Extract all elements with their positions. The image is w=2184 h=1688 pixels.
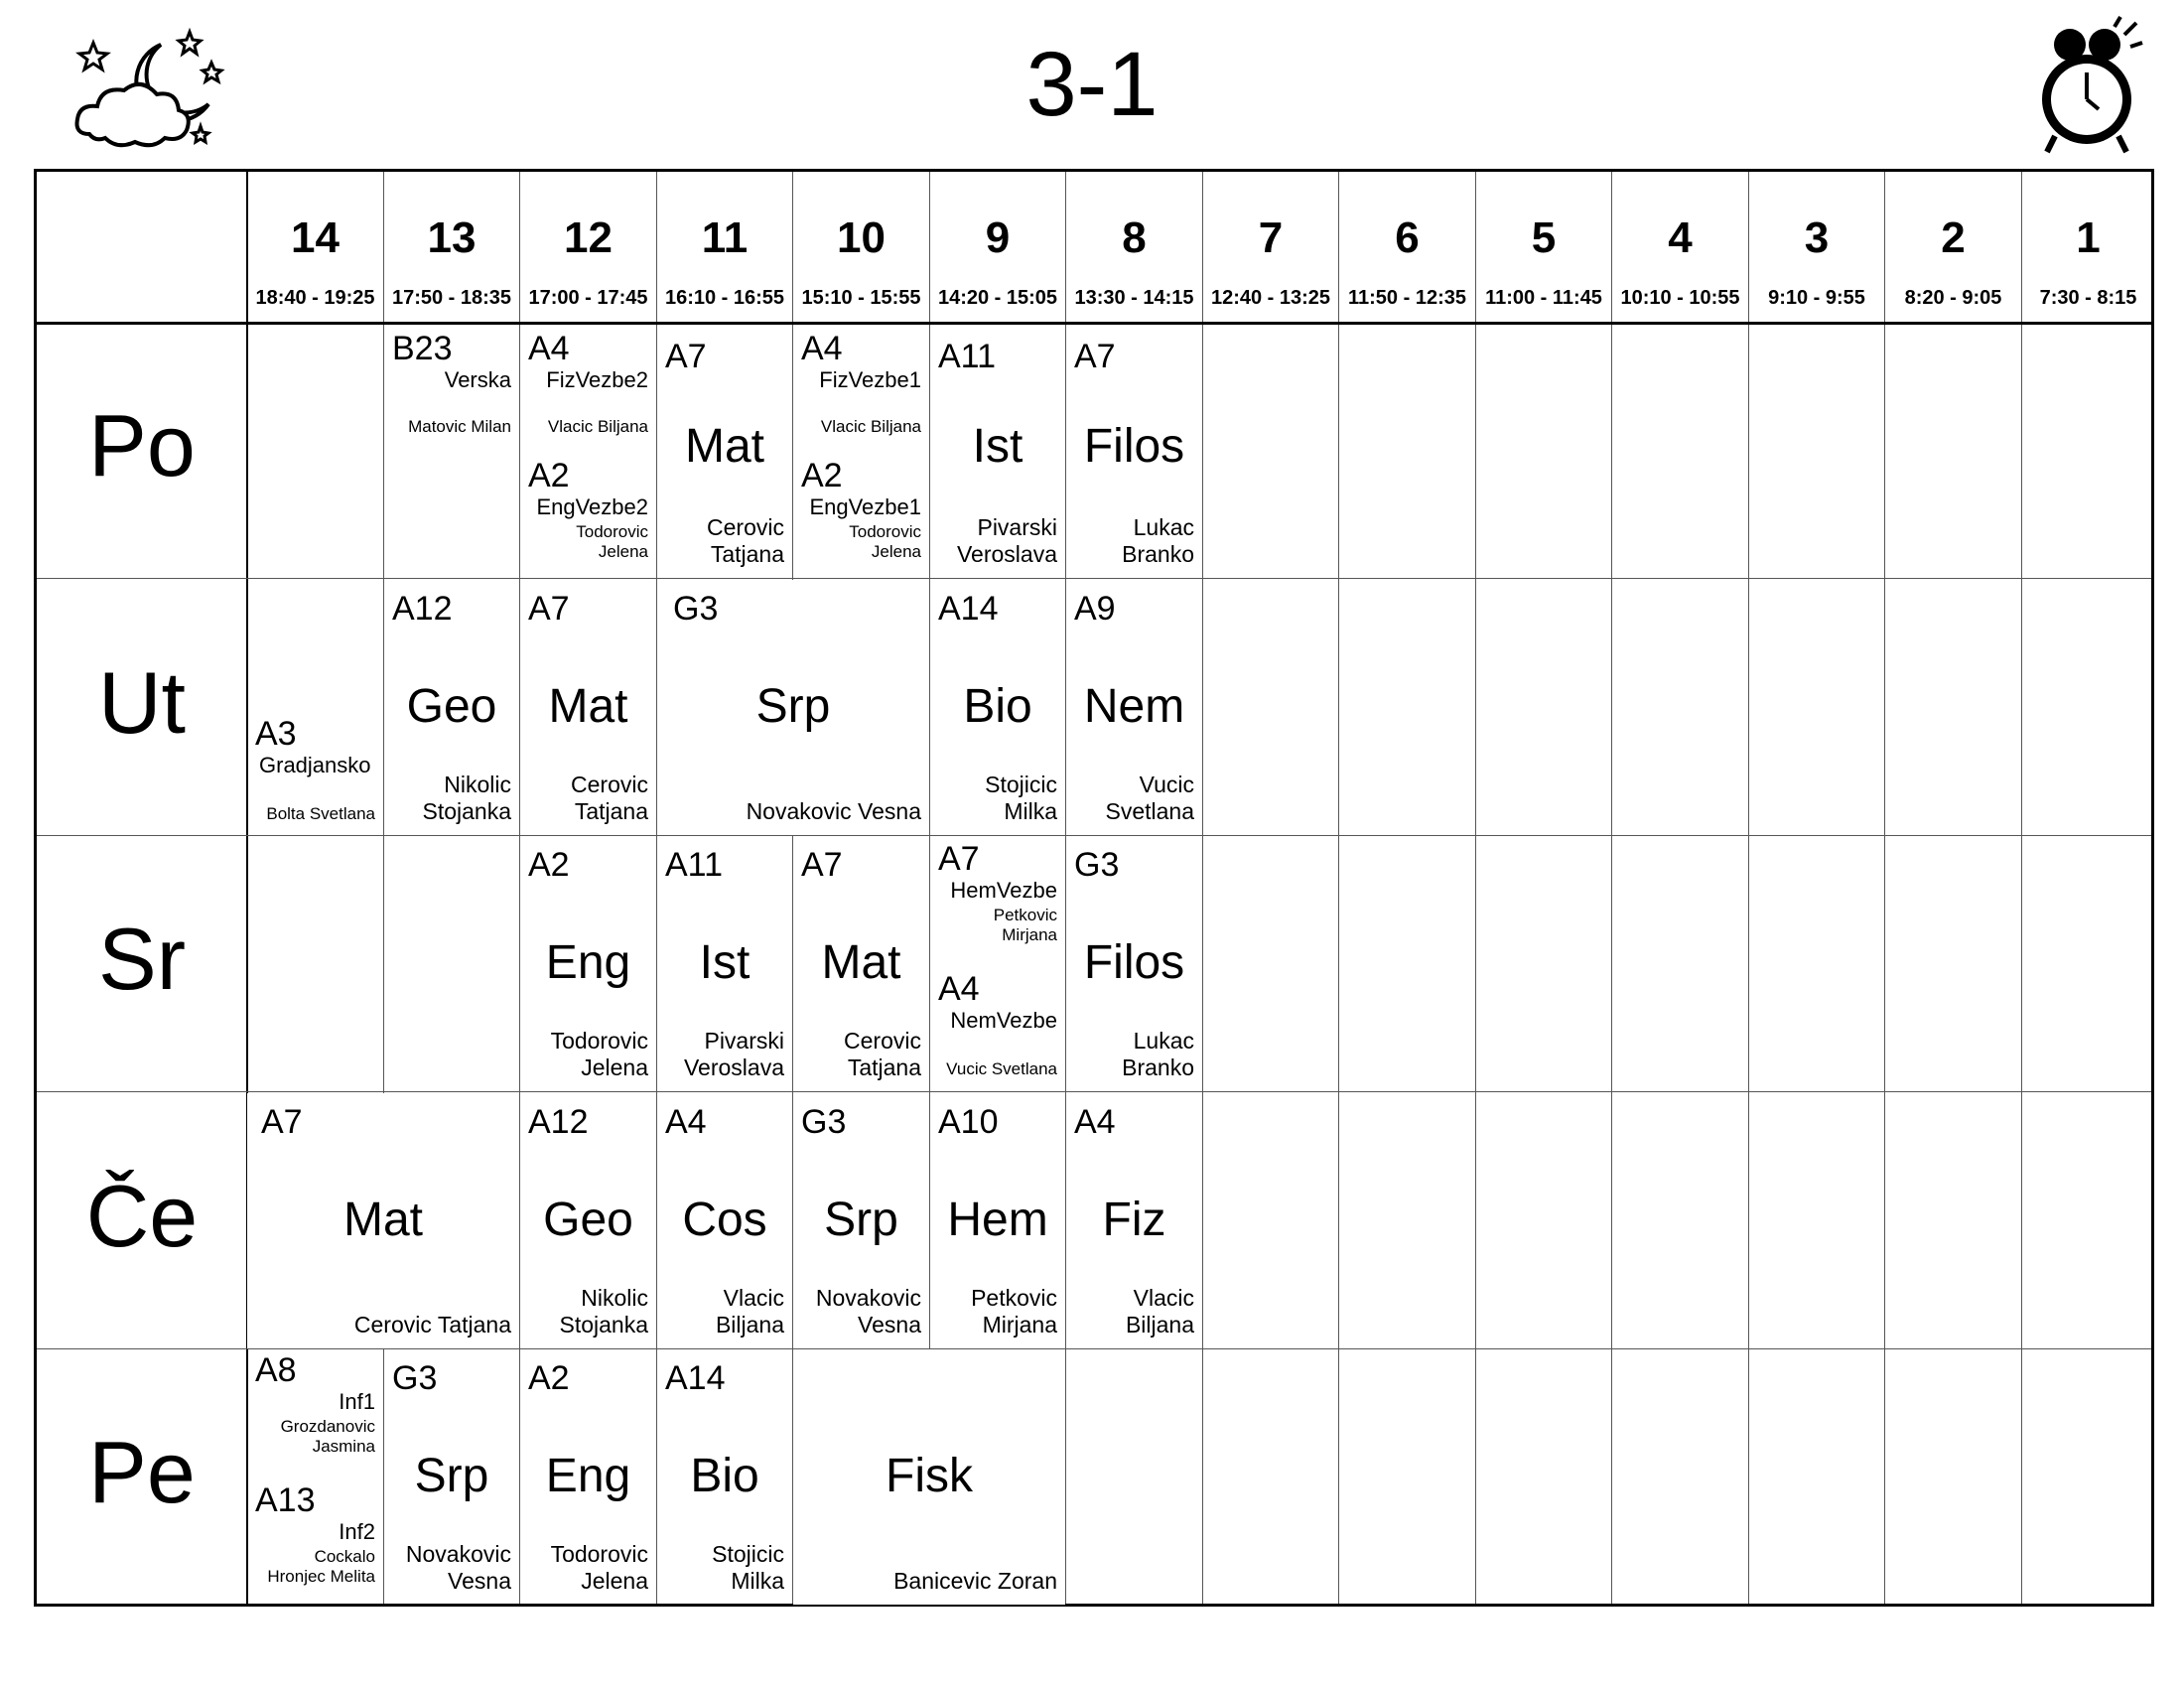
room-label: A2 — [528, 457, 570, 494]
teacher-label: Todorovic Jelena — [550, 1541, 648, 1594]
room-label: A4 — [528, 330, 570, 367]
period-time: 16:10 - 16:55 — [664, 287, 785, 309]
period-time: 18:40 - 19:25 — [255, 287, 375, 309]
lesson-cell[interactable] — [930, 324, 1065, 578]
period-time: 17:50 - 18:35 — [391, 287, 512, 309]
lesson-cell[interactable] — [1066, 580, 1202, 835]
lesson-cell[interactable] — [930, 836, 1065, 963]
teacher-label: Vlacic Biljana — [715, 1285, 784, 1337]
lesson-cell[interactable] — [247, 709, 383, 835]
room-label: G3 — [1074, 846, 1120, 884]
room-label: A12 — [528, 1103, 589, 1141]
teacher-label: Pivarski Veroslava — [683, 1028, 784, 1080]
teacher-label: Cerovic Tatjana — [571, 772, 648, 824]
period-header-12 — [520, 172, 656, 323]
subject-label: Mat — [342, 1194, 423, 1246]
teacher-label: Nikolic Stojanka — [422, 772, 511, 824]
lesson-cell[interactable] — [1066, 324, 1202, 578]
day-label-po: Po — [88, 396, 196, 494]
lesson-cell[interactable] — [793, 453, 929, 578]
room-label: A7 — [665, 338, 707, 375]
period-time: 11:00 - 11:45 — [1485, 287, 1602, 309]
period-number: 13 — [427, 213, 477, 262]
lesson-cell[interactable] — [1066, 1093, 1202, 1348]
room-label: A12 — [392, 590, 453, 628]
room-label: A13 — [255, 1481, 316, 1519]
room-label: A9 — [1074, 590, 1116, 628]
room-label: A4 — [801, 330, 843, 367]
lesson-cell[interactable] — [247, 1477, 383, 1605]
period-number: 11 — [701, 213, 749, 262]
period-time: 8:20 - 9:05 — [1904, 287, 2002, 309]
period-header-1 — [2022, 172, 2154, 323]
subject-label: NemVezbe — [950, 1008, 1057, 1033]
room-label: A14 — [665, 1359, 726, 1397]
subject-label: Ist — [699, 936, 751, 989]
teacher-label: Lukac Branko — [1122, 514, 1194, 567]
subject-label: Srp — [755, 680, 831, 733]
subject-label: Bio — [690, 1450, 759, 1502]
subject-label: Mat — [548, 680, 628, 733]
timetable-grid — [34, 169, 2154, 1607]
lesson-cell[interactable] — [657, 580, 929, 835]
period-time: 11:50 - 12:35 — [1348, 287, 1466, 309]
lesson-cell[interactable] — [793, 1349, 1065, 1605]
teacher-label: Stojicic Milka — [712, 1541, 784, 1594]
room-label: A4 — [665, 1103, 707, 1141]
day-label-ut: Ut — [98, 653, 186, 752]
lesson-cell[interactable] — [1066, 836, 1202, 1091]
period-header-3 — [1749, 172, 1884, 323]
lesson-cell[interactable] — [520, 1093, 656, 1348]
room-label: A3 — [255, 715, 297, 753]
room-label: A11 — [665, 846, 723, 884]
period-time: 17:00 - 17:45 — [528, 287, 648, 309]
room-label: A7 — [801, 846, 843, 884]
room-label: B23 — [392, 330, 453, 367]
period-time: 13:30 - 14:15 — [1074, 287, 1194, 309]
teacher-label: Bolta Svetlana — [266, 804, 375, 823]
room-label: G3 — [392, 1359, 438, 1397]
period-header-8 — [1066, 172, 1202, 323]
lesson-cell[interactable] — [930, 964, 1065, 1091]
room-label: A2 — [528, 1359, 570, 1397]
subject-label: Gradjansko — [259, 753, 371, 777]
period-number: 10 — [837, 213, 886, 262]
lesson-cell[interactable] — [520, 836, 656, 1091]
subject-label: Cos — [682, 1194, 767, 1246]
period-time: 7:30 - 8:15 — [2039, 287, 2137, 309]
room-label: A7 — [261, 1103, 303, 1141]
subject-label: Filos — [1083, 936, 1185, 989]
subject-label: Eng — [545, 1450, 631, 1502]
teacher-label: Stojicic Milka — [985, 772, 1057, 824]
period-number: 4 — [1668, 213, 1693, 262]
period-time: 9:10 - 9:55 — [1768, 287, 1865, 309]
period-number: 3 — [1804, 213, 1830, 262]
subject-label: Inf2 — [339, 1519, 375, 1544]
subject-label: Bio — [963, 680, 1032, 733]
period-header-11 — [657, 172, 792, 323]
teacher-label: Matovic Milan — [408, 417, 511, 436]
teacher-label: Petkovic Mirjana — [971, 1285, 1057, 1337]
room-label: A10 — [938, 1103, 999, 1141]
period-header-10 — [793, 172, 929, 323]
period-header-9 — [930, 172, 1065, 323]
period-number: 14 — [291, 213, 340, 262]
teacher-label: Lukac Branko — [1122, 1028, 1194, 1080]
subject-label: EngVezbe2 — [536, 494, 648, 519]
period-number: 7 — [1258, 213, 1284, 262]
subject-label: Geo — [406, 680, 497, 733]
teacher-label: Todorovic Jelena — [849, 522, 921, 561]
lesson-cell[interactable] — [520, 453, 656, 578]
period-header-4 — [1612, 172, 1748, 323]
subject-label: Mat — [821, 936, 901, 989]
period-number: 9 — [985, 213, 1011, 262]
period-number: 2 — [1941, 213, 1966, 262]
teacher-label: Cerovic Tatjana — [353, 1312, 511, 1337]
period-header-6 — [1339, 172, 1475, 323]
room-label: A2 — [801, 457, 843, 494]
lesson-cell[interactable] — [520, 1349, 656, 1605]
subject-label: HemVezbe — [950, 878, 1057, 903]
room-label: A4 — [1074, 1103, 1116, 1141]
teacher-label: Cerovic Tatjana — [844, 1028, 921, 1080]
lesson-cell[interactable] — [657, 1093, 792, 1348]
teacher-label: Grozdanovic Jasmina — [280, 1417, 375, 1456]
lesson-cell[interactable] — [384, 324, 519, 452]
lesson-cell[interactable] — [520, 580, 656, 835]
room-label: A2 — [528, 846, 570, 884]
room-label: A7 — [938, 840, 980, 878]
period-number: 6 — [1395, 213, 1420, 262]
period-number: 8 — [1122, 213, 1147, 262]
teacher-label: Banicevic Zoran — [893, 1568, 1057, 1594]
subject-label: Geo — [543, 1194, 633, 1246]
lesson-cell[interactable] — [657, 324, 792, 578]
lesson-cell[interactable] — [384, 1349, 519, 1605]
period-header-2 — [1885, 172, 2021, 323]
teacher-label: Todorovic Jelena — [550, 1028, 648, 1080]
teacher-label: Novakovic Vesna — [746, 798, 921, 824]
period-time: 14:20 - 15:05 — [937, 287, 1058, 309]
teacher-label: Vlacic Biljana — [1125, 1285, 1194, 1337]
day-label-sr: Sr — [98, 910, 186, 1008]
teacher-label: Cockalo Hronjec Melita — [267, 1547, 375, 1586]
lesson-cell[interactable] — [247, 1093, 519, 1348]
room-label: A7 — [528, 590, 570, 628]
teacher-label: Pivarski Veroslava — [956, 514, 1057, 567]
lesson-cell[interactable] — [930, 1093, 1065, 1348]
subject-label: Fisk — [886, 1450, 973, 1502]
period-number: 12 — [564, 213, 613, 262]
day-label-pe: Pe — [88, 1423, 196, 1521]
room-label: A8 — [255, 1351, 297, 1389]
lesson-cell[interactable] — [520, 324, 656, 452]
period-header-13 — [384, 172, 519, 323]
teacher-label: Vlacic Biljana — [547, 417, 648, 436]
subject-label: Nem — [1083, 680, 1185, 733]
subject-label: Verska — [444, 367, 511, 392]
teacher-label: Vucic Svetlana — [1105, 772, 1194, 824]
lesson-cell[interactable] — [793, 836, 929, 1091]
teacher-label: Nikolic Stojanka — [559, 1285, 648, 1337]
teacher-label: Novakovic Vesna — [815, 1285, 921, 1337]
lesson-cell[interactable] — [793, 1093, 929, 1348]
subject-label: Eng — [545, 936, 631, 989]
teacher-label: Petkovic Mirjana — [993, 906, 1057, 944]
day-label-ce: Če — [85, 1167, 199, 1265]
teacher-label: Cerovic Tatjana — [707, 514, 784, 567]
teacher-label: Vlacic Biljana — [820, 417, 921, 436]
subject-label: Srp — [824, 1194, 898, 1246]
subject-label: Filos — [1083, 420, 1185, 473]
period-header-7 — [1203, 172, 1338, 323]
period-header-14 — [247, 172, 383, 323]
subject-label: FizVezbe2 — [546, 367, 648, 392]
lesson-cell[interactable] — [657, 836, 792, 1091]
lesson-cell[interactable] — [657, 1349, 792, 1605]
subject-label: Srp — [414, 1450, 489, 1502]
subject-label: Ist — [972, 420, 1024, 473]
moon-stars-cloud-icon — [69, 25, 238, 159]
period-header-5 — [1476, 172, 1611, 323]
subject-label: Inf1 — [339, 1389, 375, 1414]
room-label: A4 — [938, 970, 980, 1008]
period-number: 1 — [2076, 213, 2101, 262]
room-label: A11 — [938, 338, 996, 375]
subject-label: FizVezbe1 — [819, 367, 921, 392]
room-label: G3 — [673, 590, 719, 628]
period-time: 10:10 - 10:55 — [1620, 287, 1740, 309]
period-time: 12:40 - 13:25 — [1210, 287, 1331, 309]
subject-label: Fiz — [1102, 1194, 1166, 1246]
subject-label: EngVezbe1 — [809, 494, 921, 519]
lesson-cell[interactable] — [247, 1349, 383, 1477]
room-label: A7 — [1074, 338, 1116, 375]
teacher-label: Novakovic Vesna — [405, 1541, 511, 1594]
lesson-cell[interactable] — [384, 580, 519, 835]
teacher-label: Todorovic Jelena — [576, 522, 648, 561]
period-time: 15:10 - 15:55 — [801, 287, 921, 309]
period-number: 5 — [1531, 213, 1557, 262]
subject-label: Mat — [684, 420, 764, 473]
lesson-cell[interactable] — [930, 580, 1065, 835]
teacher-label: Vucic Svetlana — [946, 1059, 1057, 1078]
room-label: G3 — [801, 1103, 847, 1141]
page-title: 3-1 — [1025, 34, 1159, 135]
alarm-clock-icon — [2015, 15, 2144, 159]
lesson-cell[interactable] — [793, 324, 929, 452]
room-label: A14 — [938, 590, 999, 628]
subject-label: Hem — [947, 1194, 1048, 1246]
